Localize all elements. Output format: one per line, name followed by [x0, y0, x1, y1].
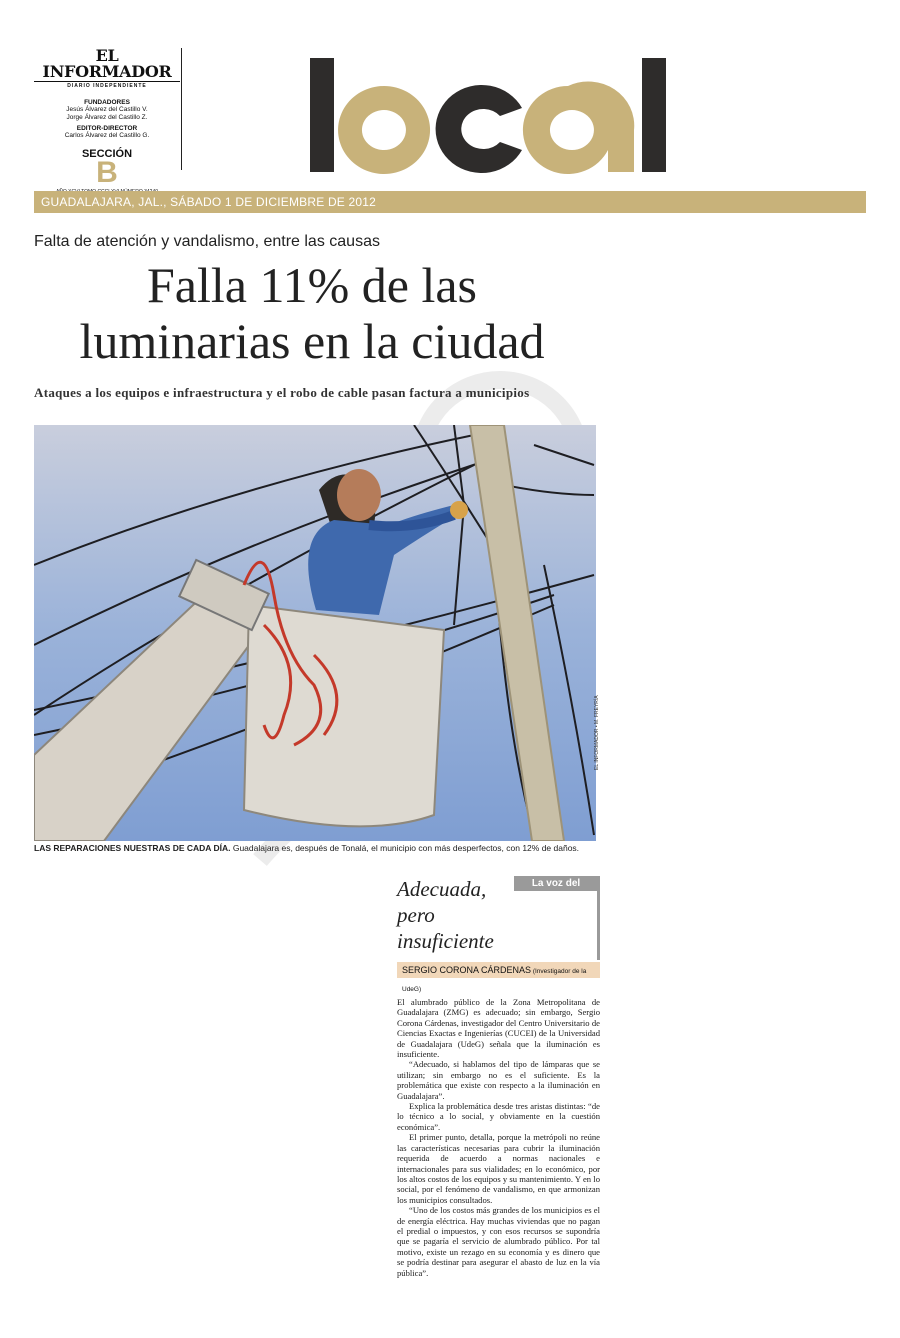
section-letter: B — [96, 156, 118, 189]
brand-name: EL INFORMADOR — [42, 46, 172, 81]
body-paragraph: “Adecuado, si hablamos del tipo de lámparas que se utilizan; sin embargo no es el suficiente. Es la problemática que existe con respecto a la iluminación en Guadalajara”. — [397, 1059, 600, 1101]
masthead — [34, 48, 180, 195]
expert-title-line-1: Adecuada, — [397, 877, 487, 901]
logo-letter-l1 — [310, 58, 334, 172]
headline-line-1: Falla 11% de las — [146, 257, 477, 313]
photo-credit: EL INFORMADOR • M. FREYRÍA — [594, 695, 600, 770]
founders-heading: FUNDADORES — [84, 99, 130, 106]
body-paragraph: “Uno de los costos más grandes de los municipios es el de energía eléctrica. Hay muchas viviendas que no pagan el predial o impuestos, y con esos recursos se supondría que se pagaría el servicio de alumbrado público. Por tal motivo, existe un rezago en su economía y es dinero que se podría destinar para asegurar el abasto de luz en la vía pública”. — [397, 1205, 600, 1278]
date-bar — [34, 191, 866, 213]
logo-letter-a — [523, 82, 634, 174]
expert-author — [397, 962, 600, 993]
photo-caption — [34, 843, 604, 853]
article-subhead: Ataques a los equipos e infraestructura y el robo de cable pasan factura a municipios — [34, 385, 530, 400]
headline-line-2: luminarias en la ciudad — [79, 313, 545, 369]
article-body — [397, 997, 600, 1278]
expert-title-line-3: insuficiente — [397, 929, 494, 953]
masthead-divider — [181, 48, 182, 170]
expert-tag: La voz del experto — [514, 876, 598, 891]
article-photo — [34, 425, 596, 841]
body-paragraph: El primer punto, detalla, porque la metrópoli no reúne las características necesarias para cubrir la iluminación requerida de acuerdo a normas nacionales e internacionales para sus vialidades; en lo económico, por los altos costos de los equipos y su mantenimiento. Y en lo social, por el fenómeno de vandalismo, en que armonizan los municipios consultados. — [397, 1132, 600, 1205]
brand-subtitle: DIARIO INDEPENDIENTE — [34, 81, 180, 89]
editor-heading: EDITOR-DIRECTOR — [76, 125, 138, 132]
caption-bold: LAS REPARACIONES NUESTRAS DE CADA DÍA. — [34, 843, 231, 853]
author-name: SERGIO CORONA CÁRDENAS — [402, 965, 532, 975]
editor-name: Carlos Álvarez del Castillo G. — [64, 132, 150, 139]
article-kicker: Falta de atención y vandalismo, entre las causas — [34, 233, 380, 250]
body-paragraph: El alumbrado público de la Zona Metropolitana de Guadalajara (ZMG) es adecuado; sin embargo, Sergio Corona Cárdenas, investigador del Centro Universitario de Ciencias Exactas e Ingenierías (CUCEI) de la Universidad de Guadalajara (UdeG) señala que la iluminación es insuficiente. — [397, 997, 600, 1060]
logo-letter-o — [338, 86, 430, 174]
founder-1: Jesús Álvarez del Castillo V. — [66, 106, 148, 113]
body-paragraph: Explica la problemática desde tres aristas distintas: “de lo técnico a lo social, y obviamente en la cuestión económica”. — [397, 1101, 600, 1132]
author-role: (Investigador de la UdeG) — [402, 968, 587, 993]
founder-2: Jorge Álvarez del Castillo Z. — [66, 114, 148, 121]
caption-text: Guadalajara es, después de Tonalá, el municipio con más desperfectos, con 12% de daños. — [230, 843, 580, 853]
section-logo — [308, 56, 668, 174]
logo-letter-c — [436, 85, 522, 173]
expert-title-line-2: pero — [397, 903, 435, 927]
logo-letter-l2 — [642, 58, 666, 172]
expert-title — [397, 876, 515, 954]
section-label: SECCIÓN — [81, 148, 133, 160]
article-headline — [34, 257, 590, 369]
date-text: GUADALAJARA, JAL., SÁBADO 1 DE DICIEMBRE DE 2012 — [41, 195, 377, 209]
expert-box-border — [597, 876, 600, 960]
